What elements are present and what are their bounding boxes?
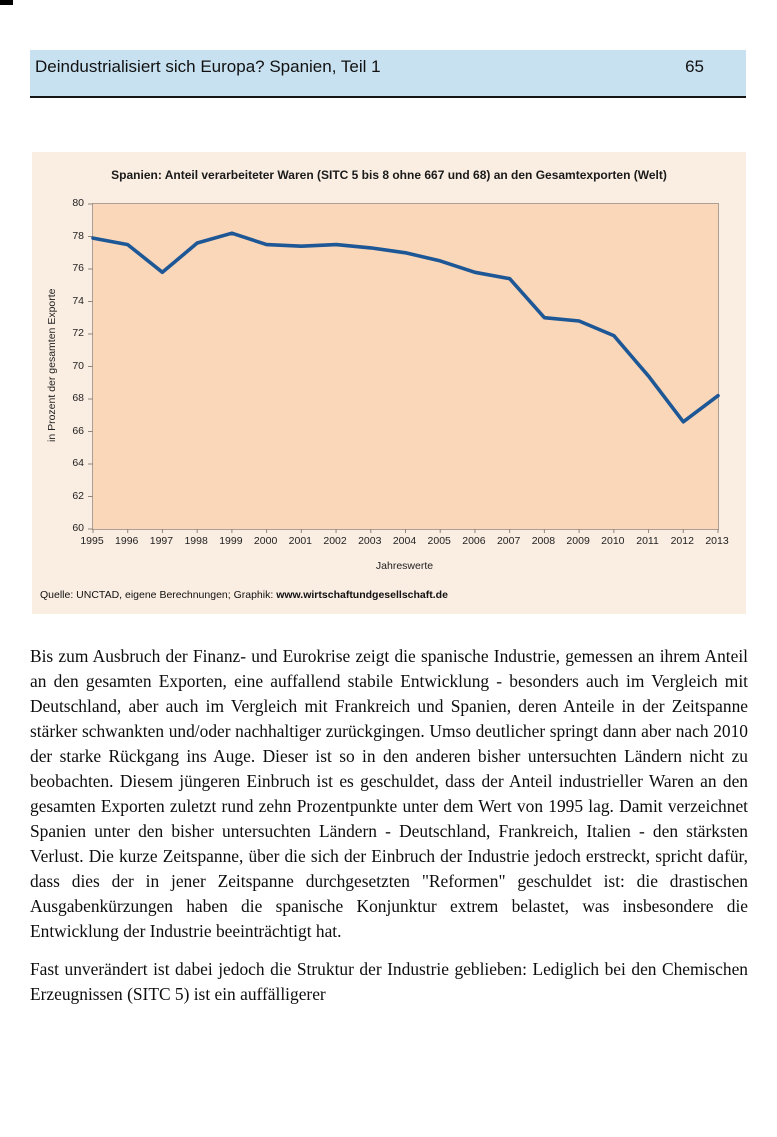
- x-tick-label: 1995: [80, 535, 104, 547]
- header-rule: [30, 96, 746, 98]
- body-paragraph-2: Fast unverändert ist dabei jedoch die Struktur der Industrie geblieben: Lediglich bei den Chemischen Erzeugnissen (SITC 5) ist ein auffälligerer: [30, 959, 748, 1004]
- scan-artifact-mark: [0, 0, 13, 5]
- y-tick-label: 70: [72, 359, 84, 372]
- data-line: [93, 233, 718, 422]
- x-tick-label: 2008: [531, 535, 556, 547]
- line-series-svg: [93, 204, 718, 529]
- plot-area: [92, 203, 719, 530]
- x-tick-label: 2001: [288, 535, 312, 547]
- page-header: [30, 50, 746, 96]
- x-tick-label: 2006: [462, 535, 486, 547]
- x-tick-label: 1999: [219, 535, 243, 547]
- x-axis-title: Jahreswerte: [375, 560, 434, 572]
- x-tick-label: 2000: [253, 535, 278, 547]
- chart-source: [40, 589, 448, 601]
- body-text: [30, 644, 748, 1020]
- x-tick-label: 2011: [636, 535, 659, 547]
- x-tick-label: 2002: [323, 535, 347, 547]
- y-tick-label: 72: [72, 327, 84, 339]
- y-tick-label: 74: [72, 294, 84, 307]
- running-title: Deindustrialisiert sich Europa? Spanien, Teil 1: [35, 57, 381, 76]
- source-text: Quelle: UNCTAD, eigene Berechnungen; Graphik:: [40, 589, 277, 601]
- page-number: 65: [685, 57, 704, 76]
- x-tick-label: 2007: [496, 535, 521, 547]
- y-tick-label: 78: [72, 229, 84, 242]
- x-tick-label: 2005: [427, 535, 451, 547]
- y-tick-label: 66: [72, 424, 84, 437]
- x-tick-label: 2009: [566, 535, 590, 547]
- y-tick-label: 76: [72, 262, 84, 274]
- x-tick-label: 1998: [184, 535, 208, 547]
- body-paragraph-1: Bis zum Ausbruch der Finanz- und Eurokrise zeigt die spanische Industrie, gemessen an ihrem Anteil an den gesamten Exporten, eine auffallend stabile Entwicklung - besonders auch im Vergleich mit Deutschland, aber auch im Vergleich mit Frankreich und Spanien, deren Anteile in der Zeitspanne stärker schwankten und/oder nachhaltiger zurückgingen. Umso deutlicher springt dann aber nach 2010 der starke Rückgang ins Auge. Dieser ist so in den anderen bisher untersuchten Ländern nicht zu beobachten. Diesem jüngeren Einbruch ist es geschuldet, dass der Anteil industrieller Waren an den gesamten Exporten zuletzt rund zehn Prozentpunkte unter dem Wert von 1995 lag. Damit verzeichnet Spanien unter den bisher untersuchten Ländern - Deutschland, Frankreich, Italien - den stärksten Verlust. Die kurze Zeitspanne, über die sich der Einbruch der Industrie jedoch erstreckt, spricht dafür, dass dies der in jener Zeitspanne durchgesetzten "Reformen" geschuldet ist: die drastischen Ausgabenkürzungen haben die spanische Konjunktur extrem belastet, was insbesondere die Entwicklung der Industrie beeinträchtigt hat.: [30, 646, 748, 941]
- y-tick-label: 64: [72, 457, 84, 469]
- y-tick-label: 62: [72, 489, 84, 502]
- y-tick-label: 80: [72, 197, 84, 209]
- y-tick-label: 60: [72, 522, 84, 534]
- y-axis-label: in Prozent der gesamten Exporte: [46, 288, 58, 443]
- x-tick-label: 2010: [601, 535, 625, 547]
- y-tick-label: 68: [72, 392, 84, 404]
- x-tick-label: 1997: [149, 535, 174, 547]
- x-tick-label: 2013: [705, 535, 729, 547]
- x-tick-label: 2012: [670, 535, 694, 547]
- x-tick-label: 2004: [392, 535, 417, 547]
- x-tick-label: 1996: [115, 535, 139, 547]
- x-tick-label: 2003: [358, 535, 382, 547]
- source-website: www.wirtschaftundgesellschaft.de: [276, 589, 448, 601]
- chart-figure: [32, 152, 746, 614]
- chart-title: Spanien: Anteil verarbeiteter Waren (SITC 5 bis 8 ohne 667 und 68) an den Gesamtexporten (Welt): [111, 168, 667, 182]
